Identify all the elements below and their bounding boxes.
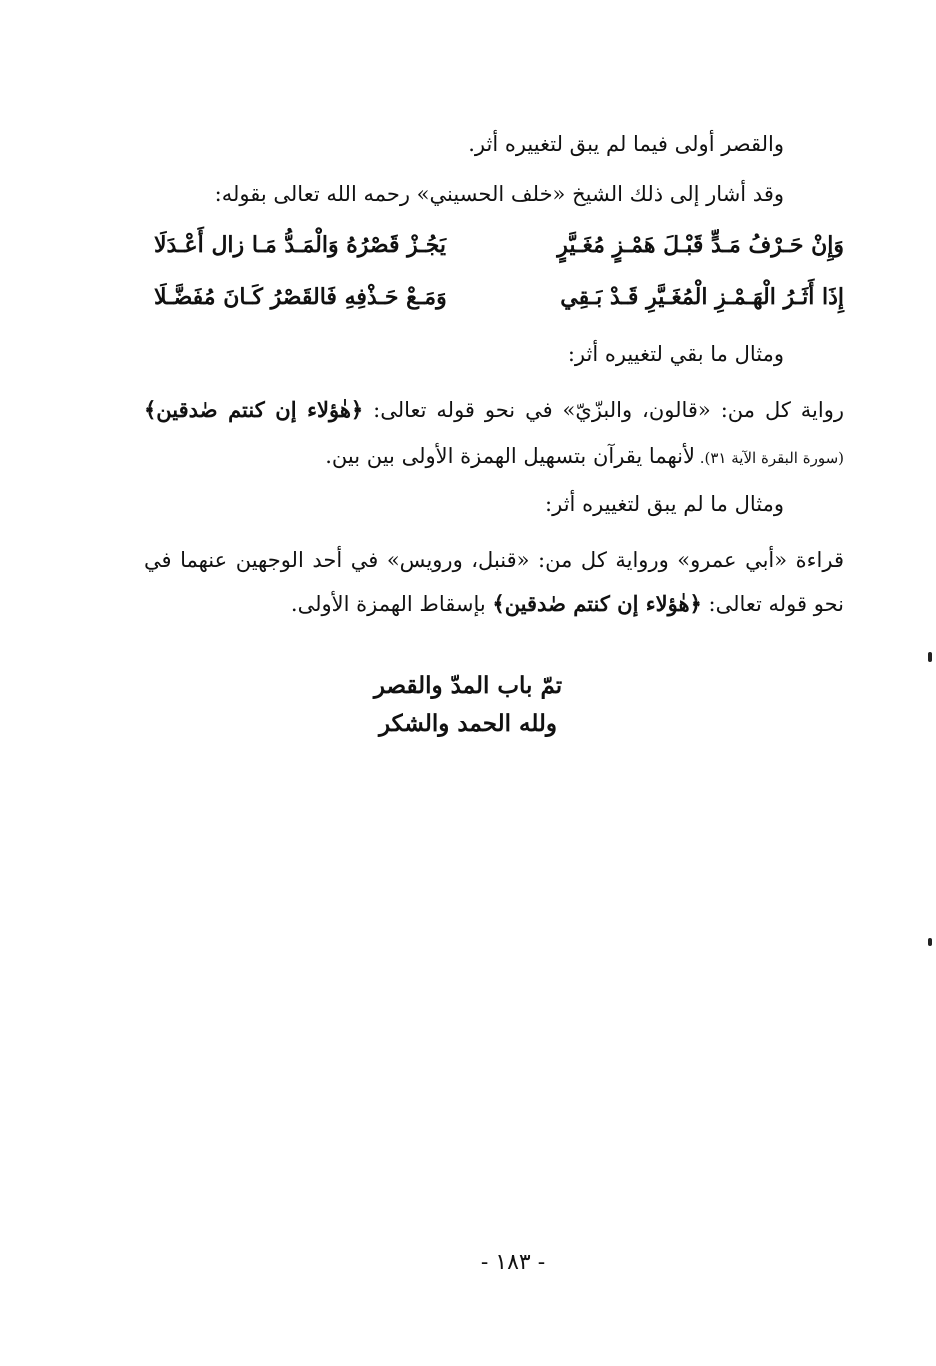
example-1-heading: ومثال ما بقي لتغييره أثر: (567, 342, 784, 366)
surah-reference: (سورة البقرة الآية ٣١). (694, 449, 844, 467)
verse-2-first-hemistich: إِذَا أَثَـرُ الْهَـمْـزِ الْمُغَـيَّرِ قَـدْ بَـقِي (560, 284, 844, 310)
example-1-text-b: لأنهما يقرآن بتسهيل الهمزة الأولى بين بين. (325, 444, 695, 468)
verse-row-2 (154, 280, 844, 314)
closing-line-2: ولله الحمد والشكر (378, 710, 558, 737)
verse-2-second-hemistich: وَمَـعْ حَـذْفِهِ فَالقَصْرُ كَـانَ مُفَضَّـلَا (154, 284, 447, 310)
example-2-heading: ومثال ما لم يبق لتغييره أثر: (545, 492, 784, 516)
page-number: - ١٨٣ - (480, 1250, 546, 1275)
example-2-paragraph (144, 538, 844, 626)
margin-speck (928, 652, 932, 662)
closing-line-1: تمّ باب المدّ والقصر (373, 672, 563, 699)
example-1-paragraph (144, 388, 844, 480)
example-2-text-b: بإسقاط الهمزة الأولى. (290, 592, 493, 616)
verse-row-1 (154, 228, 844, 262)
text-line-2: وقد أشار إلى ذلك الشيخ «خلف الحسيني» رحمه الله تعالى بقوله: (214, 182, 784, 206)
example-2-text-a: قراءة «أبي عمرو» ورواية كل من: «قنبل، ورويس» في أحد الوجهين عنهما في نحو قوله تعالى: (144, 548, 844, 616)
margin-speck (928, 938, 932, 946)
verse-1-first-hemistich: وَإِنْ حَـرْفُ مَـدٍّ قَبْـلَ هَمْـزٍ مُغَـيَّرٍ (557, 232, 844, 258)
quran-verse-1: ﴿هٰؤلاء إن كنتم صٰدقين﴾ (144, 397, 364, 422)
example-1-text-a: رواية كل من: «قالون، والبزّيّ» في نحو قوله تعالى: (363, 398, 844, 422)
text-line-1: والقصر أولى فيما لم يبق لتغييره أثر. (468, 132, 784, 156)
quran-verse-2: ﴿هٰؤلاء إن كنتم صٰدقين﴾ (492, 591, 702, 616)
verse-1-second-hemistich: يَجُـزْ قَصْرُهُ وَالْمَـدُّ مَـا زال أَعْـدَلَا (154, 232, 447, 258)
